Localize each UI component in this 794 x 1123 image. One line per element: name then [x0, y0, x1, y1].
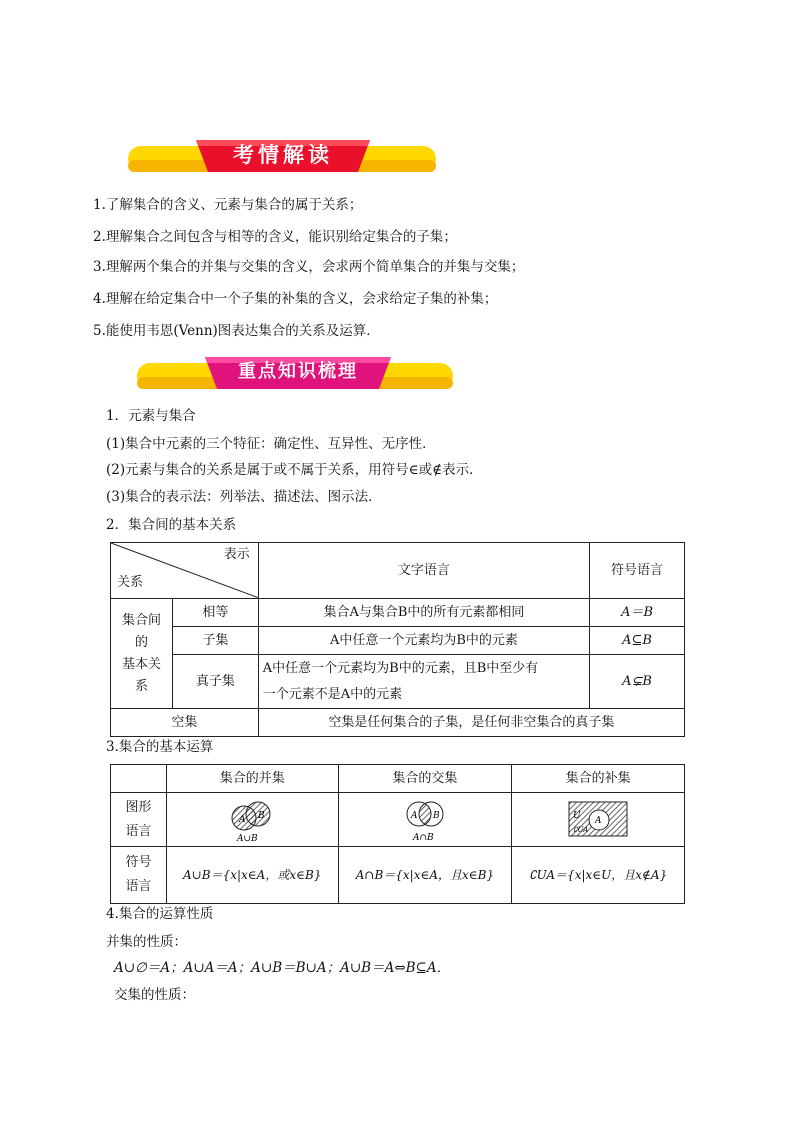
- banner-key-knowledge: [135, 355, 455, 395]
- section-item: (1)集合中元素的三个特征：确定性、互异性、无序性．: [106, 436, 436, 452]
- column-header: 符号语言: [590, 543, 685, 599]
- banner-exam-analysis: [126, 138, 438, 178]
- relation-name: 相等: [172, 599, 258, 627]
- banner-1-title: 考情解读: [233, 143, 333, 167]
- blank-header: [111, 765, 167, 793]
- column-header: 集合的并集: [166, 765, 338, 793]
- table-corner-cell: [111, 543, 259, 599]
- group-label: 集合间 的 基本关 系: [111, 599, 173, 709]
- venn-label-b: B: [258, 810, 265, 821]
- operations-table: [110, 764, 685, 904]
- relations-table: [110, 542, 685, 737]
- objective-item: 3.理解两个集合的并集与交集的含义，会求两个简单集合的并集与交集；: [93, 259, 525, 275]
- union-properties-title: 并集的性质：: [106, 934, 187, 950]
- objective-item: 5.能使用韦恩(Venn)图表达集合的关系及运算．: [93, 323, 380, 339]
- intersection-properties-title: 交集的性质：: [114, 987, 195, 1003]
- relation-symbol: A⊊B: [590, 655, 685, 709]
- relation-name: 子集: [172, 627, 258, 655]
- venn-label-a: A: [239, 814, 246, 825]
- section-heading: 3.集合的基本运算: [106, 739, 214, 755]
- row-label: 图形 语言: [111, 793, 167, 847]
- section-item: (2)元素与集合的关系是属于或不属于关系，用符号∈或∉表示．: [106, 462, 483, 478]
- row-label: 符号 语言: [111, 847, 167, 904]
- column-header: 集合的补集: [512, 765, 685, 793]
- relation-name: 真子集: [172, 655, 258, 709]
- complement-venn-diagram: [567, 800, 629, 840]
- objective-item: 1.了解集合的含义、元素与集合的属于关系；: [93, 197, 363, 213]
- banner-2-title: 重点知识梳理: [238, 361, 358, 382]
- relation-symbol: A＝B: [590, 599, 685, 627]
- union-symbol: A∪B＝{x|x∈A，或x∈B}: [166, 847, 338, 904]
- complement-symbol: ∁UA＝{x|x∈U，且x∉A}: [512, 847, 685, 904]
- corner-bottom-label: 关系: [117, 575, 144, 590]
- section-heading: 4.集合的运算性质: [106, 906, 214, 922]
- complement-venn-cell: [512, 793, 685, 847]
- empty-set-text: 空集是任何集合的子集，是任何非空集合的真子集: [258, 709, 684, 737]
- intersection-symbol: A∩B＝{x|x∈A，且x∈B}: [338, 847, 512, 904]
- relation-text: A中任意一个元素均为B中的元素: [258, 627, 589, 655]
- union-venn-cell: [166, 793, 338, 847]
- intersection-venn-cell: [338, 793, 512, 847]
- empty-set-label: 空集: [111, 709, 259, 737]
- column-header: 集合的交集: [338, 765, 512, 793]
- venn-label-b: B: [432, 810, 440, 821]
- venn-caption: A∪B: [237, 833, 258, 844]
- corner-top-label: 表示: [223, 547, 250, 562]
- relation-text: A中任意一个元素均为B中的元素，且B中至少有 一个元素不是A中的元素: [258, 655, 589, 709]
- intersection-venn-diagram: [395, 796, 455, 844]
- relation-symbol: A⊆B: [590, 627, 685, 655]
- objective-item: 2.理解集合之间包含与相等的含义，能识别给定集合的子集；: [93, 229, 457, 245]
- objective-item: 4.理解在给定集合中一个子集的补集的含义，会求给定子集的补集；: [93, 291, 498, 307]
- relation-text: 集合A与集合B中的所有元素都相同: [258, 599, 589, 627]
- union-properties: A∪∅＝A；A∪A＝A；A∪B＝B∪A；A∪B＝A⇔B⊆A．: [114, 960, 451, 976]
- venn-label-a: A: [595, 815, 602, 826]
- section-heading: 2．集合间的基本关系: [106, 517, 237, 533]
- venn-caption: A∩B: [412, 832, 434, 843]
- union-venn-diagram: [222, 796, 282, 844]
- section-item: (3)集合的表示法：列举法、描述法、图示法．: [106, 489, 382, 505]
- venn-label-complement: ∁UA: [573, 825, 589, 834]
- venn-label-a: A: [410, 810, 418, 821]
- column-header: 文字语言: [258, 543, 589, 599]
- section-heading: 1．元素与集合: [106, 408, 196, 424]
- venn-label-u: U: [573, 810, 581, 821]
